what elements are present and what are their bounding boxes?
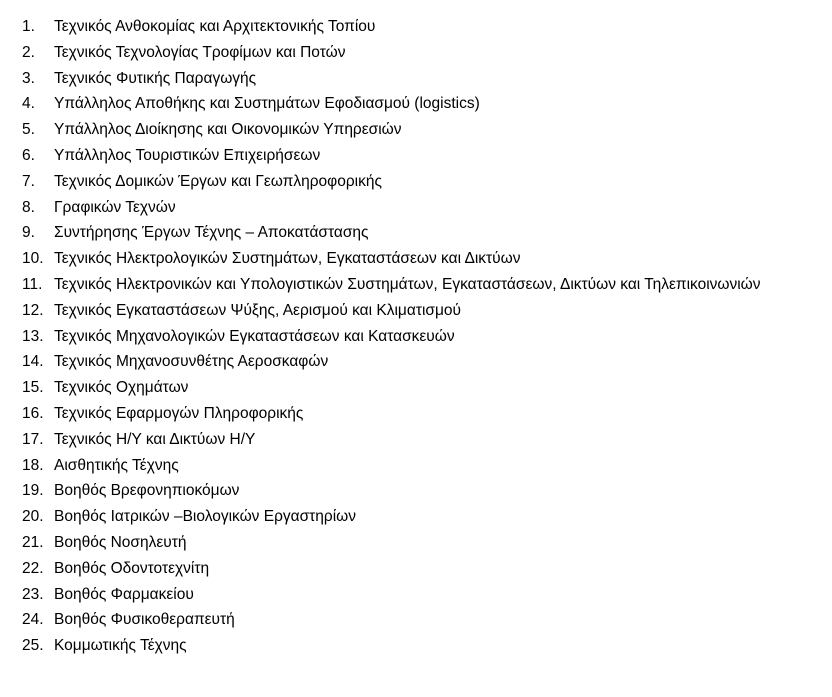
list-item (0, 530, 832, 556)
list-item (0, 556, 832, 582)
list-item (0, 427, 832, 453)
list-item (0, 349, 832, 375)
list-item-number: 23. (22, 585, 44, 603)
list-item-label: Τεχνικός Ηλεκτρολογικών Συστημάτων, Εγκαταστάσεων και Δικτύων (54, 250, 521, 268)
list-item (0, 453, 832, 479)
list-item-number: 2. (22, 43, 35, 61)
list-item (0, 66, 832, 92)
list-item-number: 24. (22, 611, 44, 629)
list-item (0, 169, 832, 195)
list-item-label: Βοηθός Φαρμακείου (54, 585, 194, 603)
list-item (0, 324, 832, 350)
list-item (0, 195, 832, 221)
list-item (0, 375, 832, 401)
list-item (0, 401, 832, 427)
list-item (0, 607, 832, 633)
list-item (0, 246, 832, 272)
list-item-number: 8. (22, 198, 35, 216)
list-item-label: Βοηθός Βρεφονηπιοκόμων (54, 482, 240, 500)
list-item (0, 117, 832, 143)
list-item-number: 10. (22, 250, 44, 268)
list-item-number: 12. (22, 301, 44, 319)
list-item (0, 582, 832, 608)
list-item-number: 22. (22, 559, 44, 577)
list-item-number: 21. (22, 533, 44, 551)
list-item (0, 14, 832, 40)
list-item-label: Αισθητικής Τέχνης (54, 456, 179, 474)
list-item-label: Βοηθός Ιατρικών –Βιολογικών Εργαστηρίων (54, 508, 357, 526)
list-item-number: 17. (22, 430, 44, 448)
list-item (0, 143, 832, 169)
list-item (0, 633, 832, 659)
list-item-number: 16. (22, 404, 44, 422)
list-item-number: 15. (22, 379, 44, 397)
list-item-label: Τεχνικός Οχημάτων (54, 379, 189, 397)
list-item-number: 20. (22, 508, 44, 526)
list-item-number: 14. (22, 353, 44, 371)
list-item-number: 4. (22, 95, 35, 113)
list-item (0, 504, 832, 530)
list-item-number: 13. (22, 327, 44, 345)
list-item-label: Κομμωτικής Τέχνης (54, 637, 187, 655)
list-item-label: Τεχνικός Τεχνολογίας Τροφίμων και Ποτών (54, 43, 346, 61)
list-item (0, 272, 832, 298)
list-item-label: Υπάλληλος Τουριστικών Επιχειρήσεων (54, 146, 321, 164)
list-item-number: 7. (22, 172, 35, 190)
list-item-label: Βοηθός Φυσικοθεραπευτή (54, 611, 235, 629)
list-item-label: Βοηθός Νοσηλευτή (54, 533, 187, 551)
list-item-label: Τεχνικός Δομικών Έργων και Γεωπληροφορικής (54, 172, 382, 190)
list-item-label: Τεχνικός Φυτικής Παραγωγής (54, 69, 257, 87)
list-item-label: Υπάλληλος Διοίκησης και Οικονομικών Υπηρεσιών (54, 121, 402, 139)
list-item (0, 40, 832, 66)
list-item (0, 478, 832, 504)
list-item-number: 19. (22, 482, 44, 500)
list-item-label: Συντήρησης Έργων Τέχνης – Αποκατάστασης (54, 224, 369, 242)
list-item-number: 9. (22, 224, 35, 242)
list-item-number: 18. (22, 456, 44, 474)
list-item-label: Τεχνικός Εγκαταστάσεων Ψύξης, Αερισμού και Κλιματισμού (54, 301, 461, 319)
list-item-label: Τεχνικός Μηχανοσυνθέτης Αεροσκαφών (54, 353, 329, 371)
list-item-number: 3. (22, 69, 35, 87)
list-item-label: Τεχνικός Η/Υ και Δικτύων Η/Υ (54, 430, 256, 448)
list-item-label: Τεχνικός Μηχανολογικών Εγκαταστάσεων και Κατασκευών (54, 327, 455, 345)
list-item (0, 298, 832, 324)
list-item (0, 220, 832, 246)
list-item-number: 1. (22, 18, 35, 35)
specialties-list (0, 14, 832, 659)
list-item-number: 5. (22, 121, 35, 139)
list-item-label: Τεχνικός Εφαρμογών Πληροφορικής (54, 404, 304, 422)
list-item-label: Γραφικών Τεχνών (54, 198, 176, 216)
list-item-number: 11. (22, 275, 43, 293)
list-item-label: Τεχνικός Ανθοκομίας και Αρχιτεκτονικής Τοπίου (54, 18, 376, 35)
list-item-label: Υπάλληλος Αποθήκης και Συστημάτων Εφοδιασμού (logistics) (54, 95, 480, 113)
list-item (0, 91, 832, 117)
list-item-number: 6. (22, 146, 35, 164)
list-item-label: Βοηθός Οδοντοτεχνίτη (54, 559, 210, 577)
list-item-number: 25. (22, 637, 44, 655)
list-item-label: Τεχνικός Ηλεκτρονικών και Υπολογιστικών Συστημάτων, Εγκαταστάσεων, Δικτύων και Τηλεπικοινωνιών (54, 275, 761, 293)
